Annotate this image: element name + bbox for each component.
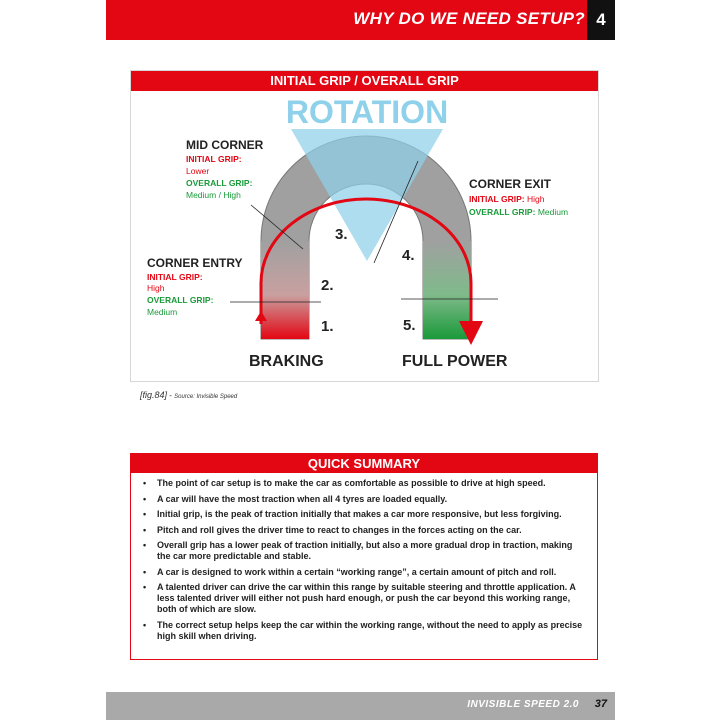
page-number: 37 <box>594 698 607 710</box>
mid-corner-initial-value: Lower <box>186 166 210 176</box>
list-item: • A car is designed to work within a certain “working range”, a certain amount of pitch and roll. <box>143 566 557 577</box>
caption-fig-number: [fig.84] <box>140 390 168 400</box>
caption-separator: - <box>169 391 172 400</box>
summary-list <box>141 478 587 646</box>
bullet: • <box>143 566 147 577</box>
list-item: • The point of car setup is to make the car as comfortable as possible to drive at high speed. <box>143 478 546 488</box>
bullet: • <box>143 478 147 488</box>
phase-4: 4. <box>402 247 415 264</box>
rotation-label: ROTATION <box>285 94 449 130</box>
grip-diagram <box>131 71 598 381</box>
phase-3: 3. <box>335 226 348 243</box>
list-item: • Pitch and roll gives the driver time to react to changes in the forces acting on the car. <box>143 524 522 535</box>
chapter-number: 4 <box>587 0 615 40</box>
mid-corner-overall-value: Medium / High <box>186 190 241 200</box>
summary-title: QUICK SUMMARY <box>131 454 597 473</box>
bullet: • <box>143 582 147 592</box>
corner-exit-overall: OVERALL GRIP: Medium <box>469 207 569 217</box>
bullet: • <box>143 509 147 519</box>
figure-panel <box>130 70 599 382</box>
phase-5: 5. <box>403 317 416 334</box>
bullet: • <box>143 524 147 535</box>
corner-entry-initial-value: High <box>147 283 165 293</box>
footer-bar <box>106 692 615 720</box>
mid-corner-heading: MID CORNER <box>186 138 264 152</box>
list-item: • Initial grip, is the peak of traction initially that makes a car more responsive, but less forgiving. <box>143 509 562 519</box>
bullet: • <box>143 493 147 504</box>
bullet: • <box>143 540 147 550</box>
quick-summary-panel <box>130 453 598 660</box>
phase-2: 2. <box>321 277 334 294</box>
page-title: WHY DO WE NEED SETUP? <box>353 9 585 28</box>
list-item: • Overall grip has a lower peak of traction initially, but also a more gradual drop in traction, making the car more predictable and stable. <box>143 540 573 561</box>
corner-entry-heading: CORNER ENTRY <box>147 256 243 270</box>
bullet: • <box>143 619 147 630</box>
mid-corner-overall-label: OVERALL GRIP: <box>186 178 253 188</box>
braking-label: BRAKING <box>249 353 324 370</box>
list-item: • The correct setup helps keep the car within the working range, without the need to apply as precise high skill when driving. <box>143 619 583 641</box>
figure-title: INITIAL GRIP / OVERALL GRIP <box>131 71 598 91</box>
footer-book-title: INVISIBLE SPEED 2.0 <box>467 699 579 710</box>
full-power-label: FULL POWER <box>402 353 508 370</box>
list-item: • A talented driver can drive the car within this range by suitable steering and throttle application. A less talented driver will either not push hard enough, or push the car beyond this working range, both of which are slow. <box>143 582 576 614</box>
corner-entry-initial-label: INITIAL GRIP: <box>147 272 203 282</box>
figure-caption <box>140 390 237 400</box>
caption-source: Source: Invisible Speed <box>174 394 238 400</box>
phase-1: 1. <box>321 318 334 335</box>
corner-exit-initial: INITIAL GRIP: High <box>469 194 545 204</box>
mid-corner-initial-label: INITIAL GRIP: <box>186 154 242 164</box>
corner-entry-overall-value: Medium <box>147 307 178 317</box>
corner-entry-overall-label: OVERALL GRIP: <box>147 295 214 305</box>
corner-exit-heading: CORNER EXIT <box>469 177 552 191</box>
list-item: • A car will have the most traction when all 4 tyres are loaded equally. <box>143 493 448 504</box>
header-bar <box>106 0 615 40</box>
